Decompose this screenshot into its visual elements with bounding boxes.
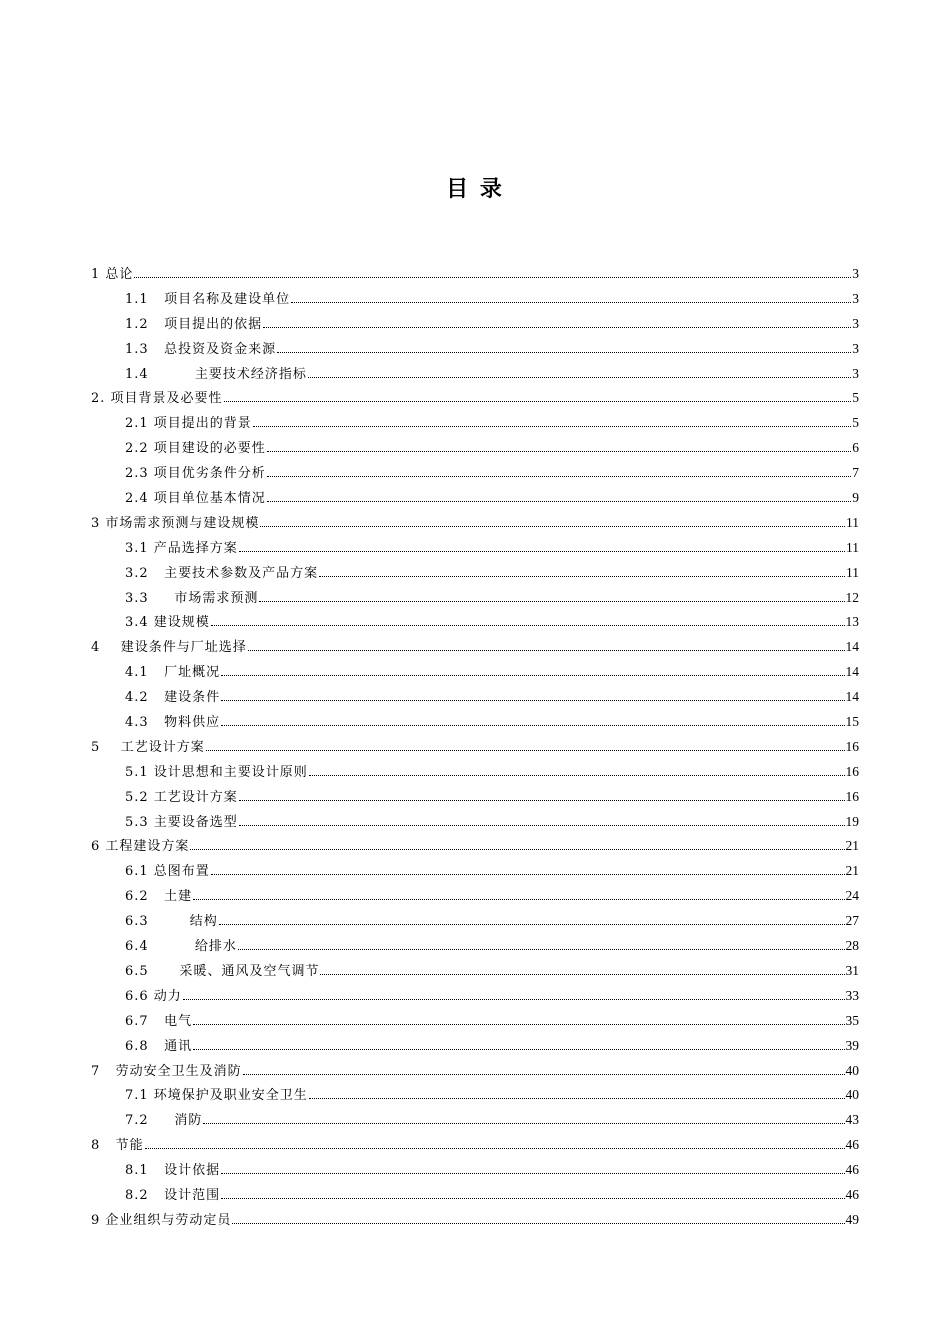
toc-entry-label: 6.1 总图布置 — [125, 864, 210, 880]
toc-entry[interactable] — [91, 610, 859, 635]
toc-entry-label: 1.4 主要技术经济指标 — [125, 366, 307, 382]
toc-entry[interactable] — [91, 984, 859, 1009]
page-title: 目 录 — [446, 176, 504, 202]
toc-entry-page-number: 40 — [845, 1087, 859, 1103]
toc-entry-label: 8 节能 — [91, 1138, 144, 1154]
toc-leader-dots — [221, 675, 844, 676]
toc-leader-dots — [211, 625, 845, 626]
toc-entry-label: 3.3 市场需求预测 — [125, 590, 259, 606]
toc-entry-page-number: 3 — [852, 266, 859, 281]
toc-entry-page-number: 24 — [845, 888, 859, 904]
toc-entry-page-number: 21 — [845, 863, 859, 879]
toc-entry[interactable] — [91, 1158, 859, 1183]
toc-entry-page-number: 14 — [845, 689, 859, 705]
toc-entry[interactable] — [91, 362, 859, 387]
toc-entry[interactable] — [91, 411, 859, 436]
toc-entry-label: 6.4 给排水 — [125, 939, 237, 955]
toc-leader-dots — [238, 949, 845, 950]
toc-entry-page-number: 14 — [845, 639, 859, 655]
toc-entry-page-number: 40 — [845, 1062, 859, 1078]
toc-entry-label: 3 市场需求预测与建设规模 — [91, 515, 260, 531]
toc-entry-label: 6.6 动力 — [125, 988, 182, 1004]
toc-entry-page-number: 35 — [845, 1012, 859, 1028]
toc-entry-page-number: 13 — [845, 614, 859, 630]
toc-entry-label: 4 建设条件与厂址选择 — [91, 640, 247, 656]
toc-entry-label: 7 劳动安全卫生及消防 — [91, 1063, 242, 1079]
toc-entry-page-number: 28 — [845, 938, 859, 954]
toc-leader-dots — [206, 750, 845, 751]
toc-leader-dots — [190, 849, 844, 850]
toc-leader-dots — [211, 874, 845, 875]
toc-entry[interactable] — [91, 1208, 859, 1233]
toc-entry-page-number: 49 — [845, 1211, 859, 1227]
toc-entry-page-number: 46 — [845, 1162, 859, 1178]
toc-leader-dots — [319, 576, 845, 577]
toc-entry-label: 1.2 项目提出的依据 — [125, 316, 263, 332]
toc-entry-label: 3.2 主要技术参数及产品方案 — [125, 565, 319, 581]
toc-leader-dots — [259, 601, 844, 602]
toc-entry-label: 6.7 电气 — [125, 1013, 193, 1029]
toc-entry[interactable] — [91, 959, 859, 984]
toc-entry-label: 3.4 建设规模 — [125, 615, 210, 631]
toc-entry[interactable] — [91, 1133, 859, 1158]
toc-entry[interactable] — [91, 735, 859, 760]
toc-entry[interactable] — [91, 1183, 859, 1208]
toc-entry[interactable] — [91, 312, 859, 337]
toc-leader-dots — [243, 1074, 845, 1075]
toc-leader-dots — [320, 974, 844, 975]
toc-leader-dots — [253, 426, 851, 427]
toc-entry-page-number: 16 — [845, 788, 859, 804]
toc-leader-dots — [203, 1123, 844, 1124]
toc-leader-dots — [193, 1024, 844, 1025]
toc-entry-page-number: 9 — [852, 490, 859, 506]
toc-entry-label: 9 企业组织与劳动定员 — [91, 1212, 232, 1228]
toc-leader-dots — [239, 825, 845, 826]
toc-entry-label: 2.2 项目建设的必要性 — [125, 441, 266, 457]
toc-entry[interactable] — [91, 660, 859, 685]
toc-entry[interactable] — [91, 436, 859, 461]
toc-entry-page-number: 43 — [845, 1112, 859, 1128]
toc-entry-page-number: 15 — [845, 714, 859, 730]
toc-entry[interactable] — [91, 1083, 859, 1108]
toc-leader-dots — [193, 1049, 844, 1050]
toc-leader-dots — [239, 800, 845, 801]
toc-entry-label: 2. 项目背景及必要性 — [91, 391, 223, 407]
toc-entry-page-number: 19 — [845, 813, 859, 829]
toc-entry[interactable] — [91, 262, 859, 287]
toc-leader-dots — [221, 725, 844, 726]
toc-entry-label: 6.5 采暖、通风及空气调节 — [125, 963, 320, 979]
toc-entry[interactable] — [91, 859, 859, 884]
toc-entry-page-number: 11 — [846, 539, 859, 555]
toc-entry-page-number: 5 — [852, 390, 859, 406]
toc-entry-label: 6.3 结构 — [125, 914, 218, 930]
toc-entry-label: 2.4 项目单位基本情况 — [125, 491, 266, 507]
toc-entry-page-number: 31 — [845, 962, 859, 978]
toc-entry-label: 1.3 总投资及资金来源 — [125, 341, 277, 357]
toc-entry-page-number: 16 — [845, 738, 859, 754]
toc-leader-dots — [224, 401, 852, 402]
toc-entry-page-number: 5 — [852, 415, 859, 431]
toc-leader-dots — [145, 1148, 845, 1149]
toc-entry-label: 1 总论 — [91, 267, 134, 282]
toc-leader-dots — [277, 352, 851, 353]
toc-entry[interactable] — [91, 586, 859, 611]
toc-entry-label: 5.1 设计思想和主要设计原则 — [125, 764, 308, 780]
toc-leader-dots — [267, 451, 851, 452]
toc-leader-dots — [309, 775, 845, 776]
toc-entry[interactable] — [91, 834, 859, 859]
toc-entry-label: 4.1 厂址概况 — [125, 665, 221, 681]
toc-entry[interactable] — [91, 884, 859, 909]
toc-entry[interactable] — [91, 635, 859, 660]
toc-entry[interactable] — [91, 1009, 859, 1034]
toc-entry[interactable] — [91, 536, 859, 561]
toc-entry[interactable] — [91, 934, 859, 959]
toc-leader-dots — [308, 377, 851, 378]
toc-leader-dots — [219, 924, 845, 925]
toc-entry-label: 4.3 物料供应 — [125, 715, 221, 731]
toc-entry[interactable] — [91, 386, 859, 411]
toc-entry-label: 7.2 消防 — [125, 1113, 203, 1129]
toc-leader-dots — [221, 700, 844, 701]
toc-entry-page-number: 39 — [845, 1037, 859, 1053]
toc-entry-page-number: 12 — [845, 589, 859, 605]
toc-entry-page-number: 6 — [852, 440, 859, 456]
toc-entry-label: 8.1 设计依据 — [125, 1163, 221, 1179]
toc-entry-page-number: 3 — [852, 315, 859, 331]
toc-entry-page-number: 46 — [845, 1137, 859, 1153]
table-of-contents — [91, 262, 859, 1233]
toc-entry[interactable] — [91, 1108, 859, 1133]
toc-entry-label: 7.1 环境保护及职业安全卫生 — [125, 1088, 308, 1104]
toc-entry-page-number: 16 — [845, 763, 859, 779]
toc-entry-page-number: 27 — [845, 913, 859, 929]
toc-leader-dots — [267, 476, 851, 477]
toc-entry[interactable] — [91, 561, 859, 586]
toc-leader-dots — [183, 999, 845, 1000]
toc-entry[interactable] — [91, 909, 859, 934]
toc-entry-page-number: 11 — [846, 514, 859, 530]
toc-entry[interactable] — [91, 486, 859, 511]
toc-entry-label: 6.8 通讯 — [125, 1038, 193, 1054]
toc-leader-dots — [248, 650, 845, 651]
toc-leader-dots — [309, 1098, 845, 1099]
toc-entry[interactable] — [91, 511, 859, 536]
toc-entry[interactable] — [91, 810, 859, 835]
toc-entry[interactable] — [91, 1034, 859, 1059]
toc-entry-page-number: 3 — [852, 290, 859, 306]
toc-entry-label: 6 工程建设方案 — [91, 839, 190, 855]
toc-entry-label: 4.2 建设条件 — [125, 690, 221, 706]
toc-entry-page-number: 33 — [845, 987, 859, 1003]
toc-leader-dots — [260, 526, 845, 527]
toc-entry[interactable] — [91, 685, 859, 710]
toc-entry-label: 1.1 项目名称及建设单位 — [125, 291, 291, 307]
toc-entry-label: 3.1 产品选择方案 — [125, 540, 238, 556]
toc-entry-label: 5 工艺设计方案 — [91, 739, 205, 755]
toc-entry-page-number: 14 — [845, 664, 859, 680]
toc-entry[interactable] — [91, 287, 859, 312]
toc-leader-dots — [239, 551, 845, 552]
toc-entry-page-number: 11 — [846, 564, 859, 580]
toc-entry-page-number: 7 — [852, 465, 859, 481]
toc-entry-page-number: 46 — [845, 1186, 859, 1202]
toc-entry-page-number: 3 — [852, 340, 859, 356]
toc-entry-label: 5.3 主要设备选型 — [125, 814, 238, 830]
toc-leader-dots — [267, 501, 851, 502]
toc-leader-dots — [263, 327, 851, 328]
toc-entry[interactable] — [91, 461, 859, 486]
toc-entry-label: 5.2 工艺设计方案 — [125, 789, 238, 805]
toc-entry[interactable] — [91, 1059, 859, 1084]
toc-leader-dots — [221, 1173, 844, 1174]
toc-leader-dots — [291, 302, 851, 303]
toc-entry-label: 8.2 设计范围 — [125, 1187, 221, 1203]
toc-leader-dots — [193, 899, 844, 900]
toc-leader-dots — [232, 1223, 844, 1224]
toc-leader-dots — [134, 277, 851, 278]
toc-entry-label: 2.3 项目优劣条件分析 — [125, 466, 266, 482]
toc-entry[interactable] — [91, 710, 859, 735]
toc-entry[interactable] — [91, 785, 859, 810]
toc-entry[interactable] — [91, 337, 859, 362]
toc-entry-label: 2.1 项目提出的背景 — [125, 416, 252, 432]
toc-leader-dots — [221, 1198, 844, 1199]
toc-entry-label: 6.2 土建 — [125, 889, 193, 905]
toc-entry-page-number: 3 — [852, 365, 859, 381]
toc-entry-page-number: 21 — [845, 838, 859, 854]
toc-entry[interactable] — [91, 760, 859, 785]
